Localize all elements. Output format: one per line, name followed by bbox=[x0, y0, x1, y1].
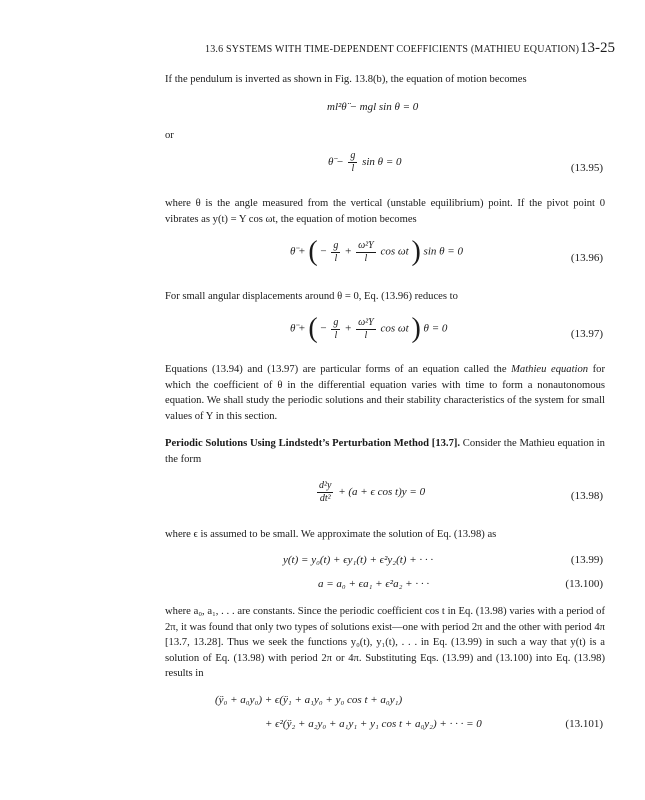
equation-number-13-101: (13.101) bbox=[565, 718, 603, 730]
paragraph-lindstedt: Periodic Solutions Using Lindstedt’s Perturbation Method [13.7]. Consider the Mathieu equation in the form bbox=[165, 438, 605, 465]
equation-13-100: a = a₀ + ϵa₁ + ϵ²a₂ + · · · bbox=[318, 578, 430, 590]
equation-inverted-pendulum: ml²θ̈ − mgl sin θ = 0 bbox=[327, 101, 419, 113]
page-header bbox=[205, 40, 615, 60]
equation-13-95: θ̈ − $\frac{g}{l}$ sin θ = 0 bbox=[328, 150, 402, 174]
equation-number-13-96: (13.96) bbox=[570, 252, 603, 264]
paragraph-pivot: where θ is the angle measured from the vertical (unstable equilibrium) point. If the pivot point 0 vibrates as y(t) = Y cos ωt, the equation of motion becomes bbox=[165, 198, 605, 225]
paragraph-constants: where a₀, a₁, . . . are constants. Since the periodic coefficient cos t in Eq. (13.98) varies with a period of 2π, it was found that only two types of solutions exist—one with period 2π and the other with period 4π [13.7, 13.28]. Thus we seek the functions y₀(t), y₁(t), . . . in Eq. (13.99) in such a way that y(t) is a solution of Eq. (13.98) with period 2π or 4π. Substituting Eqs. (13.99) and (13.100) into Eq. (13.98) results in bbox=[165, 606, 605, 680]
section-title: 13.6 SYSTEMS WITH TIME-DEPENDENT COEFFICIENTS (MATHIEU EQUATION) bbox=[205, 44, 580, 55]
equation-13-97: θ̈ + ( − $\frac{g}{l}$ + $\frac{\text{ω²Y}}{l}$ cos ωt ) θ = 0 bbox=[290, 313, 448, 344]
paragraph-mathieu: Equations (13.94) and (13.97) are particular forms of an equation called the Mathieu equation for which the coefficient of θ in the differential equation varies with time to form a nonautonomous equation. We shall study the periodic solutions and their stability characteristics of the system for small values of Y in this section. bbox=[165, 364, 605, 422]
paragraph-epsilon-small: where ϵ is assumed to be small. We approximate the solution of Eq. (13.98) as bbox=[165, 529, 497, 540]
equation-13-99: y(t) = y₀(t) + ϵy₁(t) + ϵ²y₂(t) + · · · bbox=[283, 554, 434, 566]
equation-13-101-line2: + ϵ²(ÿ₂ + a₂y₀ + a₁y₁ + y₁ cos t + a₀y₂) + · · · = 0 bbox=[265, 718, 482, 730]
equation-number-13-98: (13.98) bbox=[570, 490, 603, 502]
page-number: 13-25 bbox=[580, 40, 615, 56]
paragraph-intro: If the pendulum is inverted as shown in Fig. 13.8(b), the equation of motion becomes bbox=[165, 74, 527, 85]
equation-13-96: θ̈ + ( − $\frac{g}{l}$ + $\frac{\text{ω²Y}}{l}$ cos ωt ) sin θ = 0 bbox=[290, 236, 463, 267]
equation-13-101-line1: (ÿ₀ + a₀y₀) + ϵ(ÿ₁ + a₁y₀ + y₀ cos t + a₀y₁) bbox=[215, 694, 403, 706]
equation-number-13-95: (13.95) bbox=[570, 162, 603, 174]
equation-number-13-97: (13.97) bbox=[570, 328, 603, 340]
section-heading-lindstedt: Periodic Solutions Using Lindstedt’s Perturbation Method [13.7]. bbox=[165, 438, 461, 449]
word-or: or bbox=[165, 130, 174, 141]
equation-number-13-99: (13.99) bbox=[570, 554, 603, 566]
equation-number-13-100: (13.100) bbox=[565, 578, 603, 590]
fraction-g-over-l: $\frac{g}{l}$ bbox=[350, 150, 356, 174]
equation-13-98: $\frac{\text{d²y}}{\text{dt²}}$ + (a + ϵ cos t)y = 0 bbox=[319, 480, 426, 504]
paragraph-small-displacements: For small angular displacements around θ = 0, Eq. (13.96) reduces to bbox=[165, 291, 458, 302]
mathieu-equation-term: Mathieu equation bbox=[511, 364, 589, 375]
